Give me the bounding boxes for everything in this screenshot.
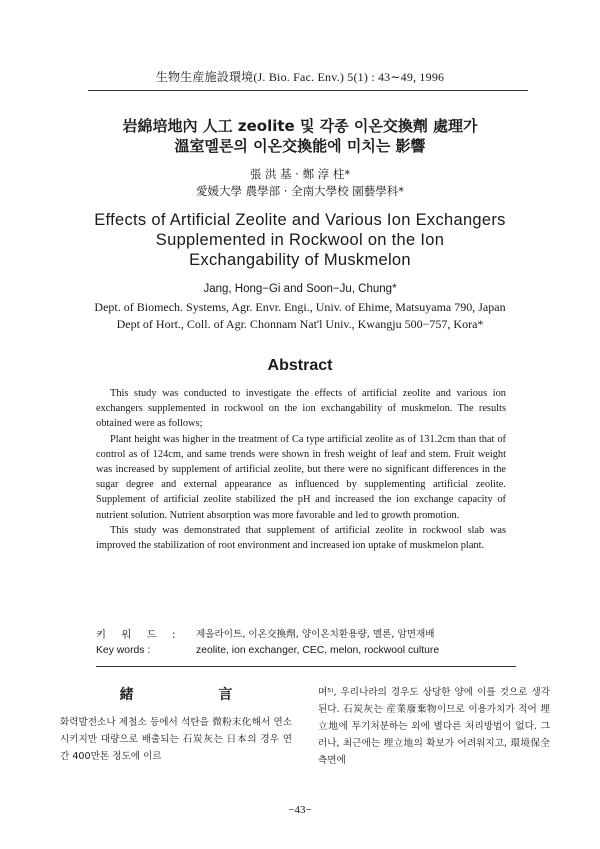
introduction-heading: 緒 言 xyxy=(119,687,273,703)
korean-author-names: 張 洪 基 · 鄭 淳 柱* xyxy=(249,167,351,181)
keywords-block xyxy=(96,627,516,659)
korean-title-line1: 岩綿培地內 人工 zeolite 및 각종 이온交換劑 處理가 xyxy=(122,117,478,135)
right-column xyxy=(318,684,550,769)
english-title-line1: Effects of Artificial Zeolite and Various Ion Exchangers xyxy=(94,211,506,229)
keywords-rule xyxy=(96,666,516,667)
korean-keywords-label: 키 워 드 : xyxy=(96,629,182,641)
korean-keywords-value: 제올라이트, 이온交換劑, 양이온치환용량, 멜론, 암면재배 xyxy=(196,629,435,640)
page-number: −43− xyxy=(288,804,312,816)
english-keywords-value: zeolite, ion exchanger, CEC, melon, rockwool culture xyxy=(196,645,440,656)
english-title-line3: Exchangability of Muskmelon xyxy=(189,251,411,269)
header-rule xyxy=(88,90,528,91)
abstract-paragraph: Plant height was higher in the treatment of Ca type artificial zeolite as of 131.2cm than that of control as of 124cm, and same trends were shown in fresh weight of leaf and stem. Fruit weight was increased by supplement of artificial zeolite, but there were no significant differences in the sugar degree and external appearance as influenced by supplementing artificial zeolite. Supplement of artificial zeolite stabilized the pH and increased the ion exchange capacity of nutrient solution. Nutrient absorption was more favorable and led to growth promotion. xyxy=(96,433,506,521)
korean-keywords-row xyxy=(96,627,516,643)
english-keywords-label: Key words : xyxy=(96,645,151,656)
abstract-heading: Abstract xyxy=(267,357,333,374)
korean-title-line2: 溫室멜론의 이온交換能에 미치는 影響 xyxy=(174,137,426,155)
abstract-paragraph: This study was demonstrated that supplement of artificial zeolite in rockwool slab was improved the stabilization of root environment and increased ion uptake of muskmelon plant. xyxy=(96,524,506,552)
korean-author-affiliations: 愛媛大學 農學部 · 全南大學校 園藝學科* xyxy=(195,184,405,198)
english-title xyxy=(60,210,540,270)
english-authors: Jang, Hong−Gi and Soon−Ju, Chung* xyxy=(203,283,397,295)
introduction-left-text: 화력발전소나 제철소 등에서 석탄을 微粉末化해서 연소시키지만 대량으로 배출되는 石炭灰는 日本의 경우 연간 400만톤 정도에 이르 xyxy=(60,717,292,762)
korean-authors xyxy=(0,166,600,200)
english-keywords-row xyxy=(96,643,516,659)
abstract-body xyxy=(96,386,506,553)
korean-title xyxy=(60,116,540,156)
affiliation-2: Dept of Hort., Coll. of Agr. Chonnam Nat'l Univ., Kwangju 500−757, Kora* xyxy=(116,317,484,331)
running-head: 生物生産施設環境(J. Bio. Fac. Env.) 5(1) : 43∼49, 1996 xyxy=(155,70,445,84)
introduction-right-text: 며⁵⁾, 우리나라의 경우도 상당한 양에 이를 것으로 생각된다. 石炭灰는 産業廢棄物이므로 이용가치가 적어 埋立地에 투기처분하는 외에 별다른 처리방법이 없다. 그러나, 최근에는 埋立地의 확보가 어려워지고, 環境保全 측면에 xyxy=(318,687,550,766)
english-title-line2: Supplemented in Rockwool on the Ion xyxy=(155,231,445,249)
left-column xyxy=(60,684,292,765)
abstract-paragraph: This study was conducted to investigate the effects of artificial zeolite and various ion exchangers supplemented in rockwool on the ion exchangability of muskmelon. The results obtained were as follows; xyxy=(96,388,506,430)
affiliation-1: Dept. of Biomech. Systems, Agr. Envr. Engi., Univ. of Ehime, Matsuyama 790, Japan xyxy=(94,300,506,314)
